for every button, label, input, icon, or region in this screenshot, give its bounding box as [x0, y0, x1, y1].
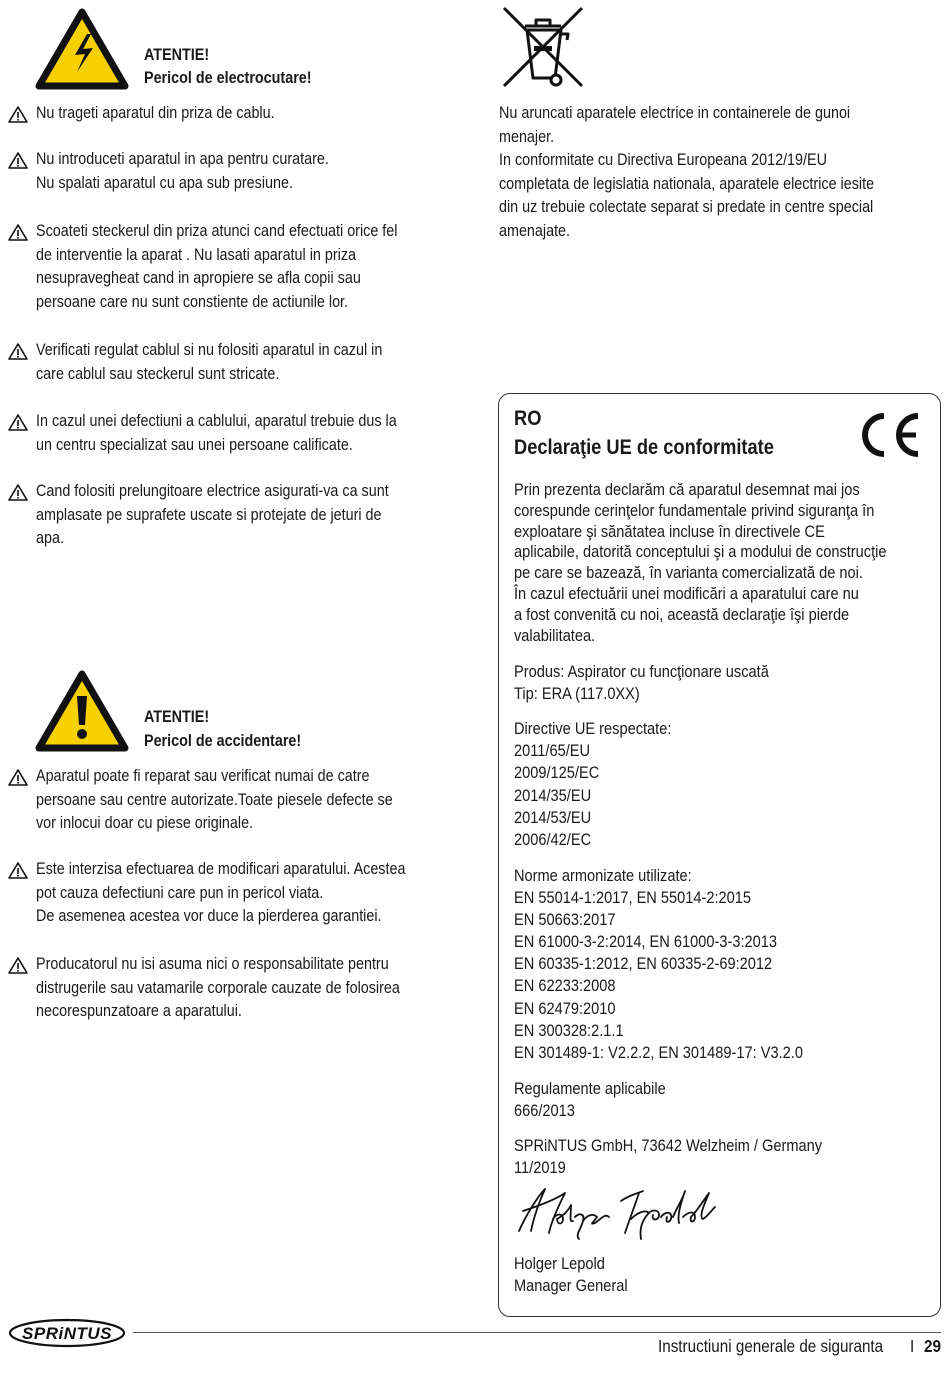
- disposal-line: din uz trebuie colectate separat si predate in centre special: [499, 198, 874, 216]
- footer-section: Instructiuni generale de siguranta: [658, 1336, 884, 1356]
- directive-line: 2009/125/EC: [514, 763, 600, 783]
- footer-separator: I: [910, 1336, 915, 1356]
- warning-line: Nu trageti aparatul din priza de cablu.: [36, 104, 275, 122]
- disposal-line: In conformitate cu Directiva Europeana 2012/19/EU: [499, 151, 827, 169]
- warning-line: Cand folositi prelungitoare electrice asigurati-va ca sunt: [36, 482, 389, 500]
- declaration-lang: RO: [514, 407, 542, 430]
- disposal-text: [499, 102, 874, 243]
- sprintus-logo: [8, 1318, 126, 1348]
- danger-electric-subtitle: Pericol de electrocutare!: [144, 69, 312, 87]
- disposal-line: Nu aruncati aparatele electrice in containerele de gunoi: [499, 104, 851, 122]
- intro-line: Prin prezenta declarăm că aparatul desemnat mai jos: [514, 480, 860, 499]
- warning-line: distrugerile sau vatamarile corporale cauzate de folosirea: [36, 978, 400, 997]
- danger-accident-title: ATENTIE!: [144, 708, 210, 726]
- norm-line: EN 55014-1:2017, EN 55014-2:2015: [514, 888, 752, 908]
- intro-line: aplicabile, datorită conceptului şi a modului de construcţie: [514, 542, 887, 562]
- footer-rule: [133, 1332, 941, 1333]
- danger-accident-subtitle: Pericol de accidentare!: [144, 732, 302, 750]
- page-number: 29: [924, 1336, 941, 1356]
- norm-line: EN 60335-1:2012, EN 60335-2-69:2012: [514, 954, 773, 974]
- warning-triangle-icon: [8, 224, 28, 241]
- regulation-line: Regulamente aplicabile: [514, 1079, 666, 1098]
- warning-line: de interventie la aparat . Nu lasati aparatul in priza: [36, 245, 356, 264]
- directive-line: 2011/65/EU: [514, 741, 591, 761]
- signer: [514, 1253, 628, 1296]
- warning-line: De asemenea acestea vor duce la pierderea garantiei.: [36, 907, 382, 925]
- product-line: Tip: ERA (117.0XX): [514, 683, 640, 703]
- signer-name: Holger Lepold: [514, 1254, 605, 1273]
- norm-line: EN 50663:2017: [514, 910, 616, 930]
- disposal-line: amenajate.: [499, 221, 571, 240]
- company-line: SPRiNTUS GmbH, 73642 Welzheim / Germany: [514, 1136, 823, 1155]
- warning-line: Verificati regulat cablul si nu folositi aparatul in cazul in: [36, 341, 383, 359]
- warning-triangle-icon: [8, 343, 28, 360]
- disposal-line: completata de legislatia nationala, aparatele electrice iesite: [499, 174, 875, 193]
- high-voltage-warning-icon: [35, 8, 129, 90]
- directive-line: 2006/42/EC: [514, 830, 592, 850]
- warning-triangle-icon: [8, 414, 28, 431]
- warning-line: Scoateti steckerul din priza atunci cand efectuati orice fel: [36, 222, 398, 240]
- regulation-line: 666/2013: [514, 1101, 575, 1120]
- warning-triangle-icon: [8, 152, 28, 169]
- svg-text:SPRiNTUS: SPRiNTUS: [22, 1324, 112, 1343]
- warning-line: nesupravegheat cand in apropiere se afla copii sau: [36, 269, 361, 287]
- signer-role: Manager General: [514, 1275, 628, 1295]
- warning-line: persoane sau centre autorizate.Toate piesele defecte se: [36, 790, 393, 809]
- norm-line: EN 62233:2008: [514, 976, 616, 996]
- intro-line: a fost convenită cu noi, această declaraţie îşi pierde: [514, 604, 850, 624]
- norm-line: EN 61000-3-2:2014, EN 61000-3-3:2013: [514, 932, 777, 952]
- warning-line: necorespunzatoare a aparatului.: [36, 1002, 242, 1020]
- warning-line: apa.: [36, 529, 64, 547]
- warning-line: In cazul unei defectiuni a cablului, aparatul trebuie dus la: [36, 412, 397, 430]
- warning-triangle-icon: [8, 862, 28, 879]
- declaration-product: [514, 661, 769, 704]
- intro-line: pe care se bazează, în varianta comercializată de noi.: [514, 563, 863, 583]
- norm-line: EN 300328:2.1.1: [514, 1020, 624, 1040]
- warning-line: vor inlocui doar cu piese originale.: [36, 814, 254, 832]
- intro-line: În cazul efectuării unei modificări a aparatului care nu: [514, 583, 859, 603]
- warning-line: persoane care nu sunt constiente de actiunile lor.: [36, 292, 349, 311]
- norm-line: Norme armonizate utilizate:: [514, 866, 692, 885]
- signature: [513, 1183, 718, 1241]
- declaration-intro: [514, 480, 887, 646]
- warning-line: amplasate pe suprafete uscate si protejate de jeturi de: [36, 505, 382, 524]
- ce-mark-icon: [856, 410, 924, 460]
- warning-line: Nu spalati aparatul cu apa sub presiune.: [36, 173, 293, 192]
- warning-triangle-icon: [8, 106, 28, 123]
- company-line: 11/2019: [514, 1158, 566, 1177]
- warning-line: care cablul sau steckerul sunt stricate.: [36, 364, 280, 383]
- declaration-norms: [514, 865, 803, 1064]
- exclamation-warning-icon: [35, 670, 129, 752]
- warning-triangle-icon: [8, 484, 28, 501]
- warning-triangle-icon: [8, 769, 28, 786]
- crossed-out-wheelie-bin-icon: [500, 4, 586, 90]
- warning-line: Nu introduceti aparatul in apa pentru curatare.: [36, 150, 329, 168]
- warning-triangle-icon: [8, 957, 28, 974]
- declaration-directives: [514, 718, 671, 851]
- warning-line: pot cauza defectiuni care pun in pericol viata.: [36, 883, 324, 902]
- warning-line: un centru specializat sau unei persoane calificate.: [36, 435, 353, 454]
- intro-line: exploatare şi sănătatea incluse în directivele CE: [514, 521, 825, 541]
- directive-line: Directive UE respectate:: [514, 719, 672, 738]
- declaration-title: Declaraţie UE de conformitate: [514, 436, 774, 459]
- declaration-regulations: [514, 1078, 666, 1122]
- warning-line: Este interzisa efectuarea de modificari aparatului. Acestea: [36, 860, 406, 878]
- warning-line: Producatorul nu isi asuma nici o responsabilitate pentru: [36, 955, 389, 973]
- disposal-line: menajer.: [499, 127, 555, 146]
- danger-electric-title: ATENTIE!: [144, 46, 210, 64]
- warning-line: Aparatul poate fi reparat sau verificat numai de catre: [36, 767, 370, 785]
- norm-line: EN 301489-1: V2.2.2, EN 301489-17: V3.2.0: [514, 1042, 803, 1062]
- norm-line: EN 62479:2010: [514, 998, 616, 1018]
- directive-line: 2014/53/EU: [514, 807, 592, 827]
- declaration-company: [514, 1135, 822, 1179]
- intro-line: corespunde cerinţelor fundamentale privind siguranţa în: [514, 500, 875, 520]
- product-line: Produs: Aspirator cu funcţionare uscată: [514, 662, 769, 681]
- directive-line: 2014/35/EU: [514, 785, 592, 805]
- intro-line: valabilitatea.: [514, 625, 596, 645]
